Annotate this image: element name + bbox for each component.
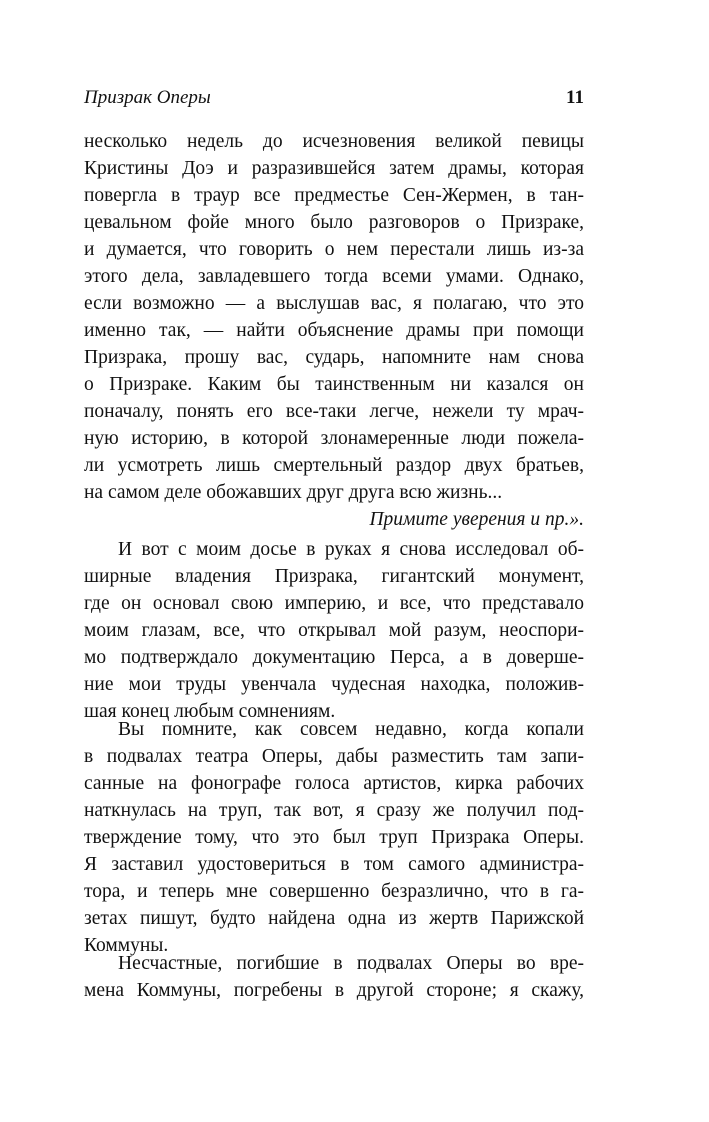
text-line: И вот с моим досье в руках я снова исследовал об- bbox=[118, 539, 584, 560]
text-line: и думается, что говорить о нем перестали лишь из-за bbox=[84, 239, 584, 260]
text-line: повергла в траур все предместье Сен-Жермен, в тан- bbox=[84, 185, 584, 206]
paragraph-commune-victims bbox=[84, 950, 584, 1004]
text-line: ли усмотреть лишь смертельный раздор двух братьев, bbox=[84, 455, 584, 476]
text-line: несколько недель до исчезновения великой певицы bbox=[84, 131, 584, 152]
text-line: ние мои труды увенчала чудесная находка, положив- bbox=[84, 674, 584, 695]
text-line: мо подтверждало документацию Перса, а в доверше- bbox=[84, 647, 584, 668]
text-line: именно так, — найти объяснение драмы при помощи bbox=[84, 320, 584, 341]
text-line: зетах пишут, будто найдена одна из жертв Парижской bbox=[84, 908, 584, 929]
text-line: этого дела, завладевшего тогда всеми умами. Однако, bbox=[84, 266, 584, 287]
text-line: Призрака, прошу вас, сударь, напомните нам снова bbox=[84, 347, 584, 368]
text-line: цевальном фойе много было разговоров о Призраке, bbox=[84, 212, 584, 233]
paragraph-letter-ending bbox=[84, 128, 584, 533]
text-line: ширные владения Призрака, гигантский монумент, bbox=[84, 566, 584, 587]
text-line: тора, и теперь мне совершенно безразлично, что в га- bbox=[84, 881, 584, 902]
text-line: наткнулась на труп, так вот, я сразу же получил под- bbox=[84, 800, 584, 821]
running-title: Призрак Оперы bbox=[84, 87, 211, 108]
text-line: Коммуны. bbox=[84, 935, 169, 956]
text-line: в подвалах театра Оперы, дабы разместить там запи- bbox=[84, 746, 584, 767]
text-line: тверждение тому, что это был труп Призрака Оперы. bbox=[84, 827, 584, 848]
text-line: ную историю, в которой злонамеренные люди пожела- bbox=[84, 428, 584, 449]
text-line: шая конец любым сомнениям. bbox=[84, 701, 336, 722]
page-header bbox=[84, 86, 584, 114]
text-line: Я заставил удостовериться в том самого администра- bbox=[84, 854, 584, 875]
letter-signoff: Примите уверения и пр.». bbox=[369, 509, 584, 530]
text-line: где он основал свою империю, и все, что представало bbox=[84, 593, 584, 614]
paragraph-dossier bbox=[84, 536, 584, 725]
text-line: Несчастные, погибшие в подвалах Оперы во вре- bbox=[118, 953, 584, 974]
text-line: Кристины Доэ и разразившейся затем драмы, которая bbox=[84, 158, 584, 179]
text-line: Вы помните, как совсем недавно, когда копали bbox=[118, 719, 584, 740]
text-line: поначалу, понять его все-таки легче, нежели ту мрач- bbox=[84, 401, 584, 422]
text-line: о Призраке. Каким бы таинственным ни казался он bbox=[84, 374, 584, 395]
text-line: моим глазам, все, что открывал мой разум, неоспори- bbox=[84, 620, 584, 641]
text-line: если возможно — а выслушав вас, я полагаю, что это bbox=[84, 293, 584, 314]
paragraph-discovery bbox=[84, 716, 584, 959]
text-line: на самом деле обожавших друг друга всю жизнь... bbox=[84, 482, 503, 503]
text-line: санные на фонографе голоса артистов, кирка рабочих bbox=[84, 773, 584, 794]
text-line: мена Коммуны, погребены в другой стороне; я скажу, bbox=[84, 980, 584, 1001]
page-number: 11 bbox=[566, 87, 584, 108]
